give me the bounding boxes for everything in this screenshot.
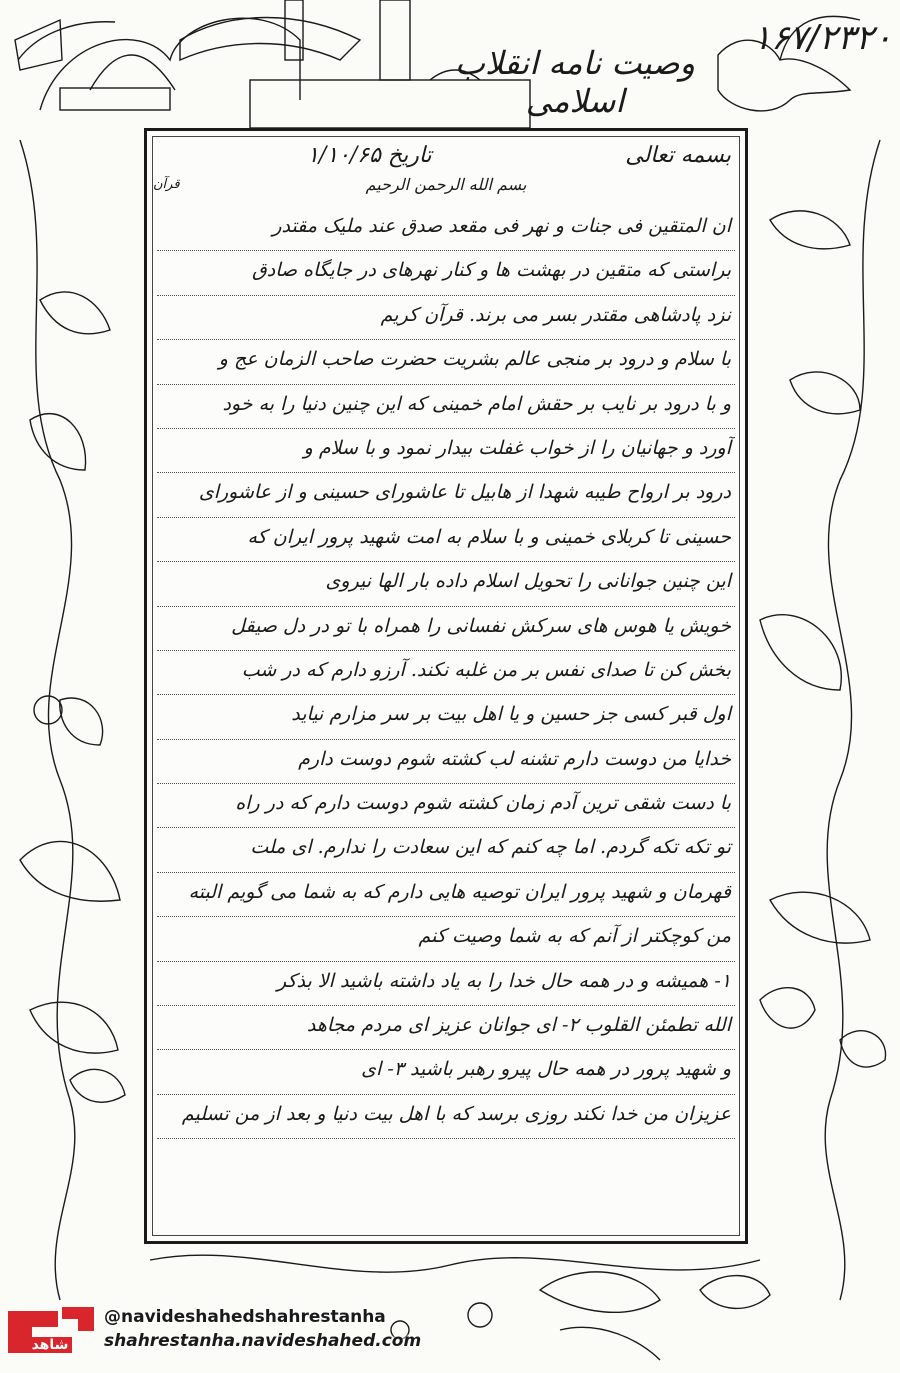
letter-date: تاریخ ۱/۱۰/۶۵: [307, 143, 432, 168]
quran-reference: قرآن: [153, 177, 180, 192]
text-line: بخش کن تا صدای نفس بر من غلبه نکند. آرزو دارم که در شب: [157, 651, 735, 695]
watermark-url: shahrestanha.navideshahed.com: [104, 1331, 422, 1351]
document-code: ۱۶۷/۲۳۲۰: [752, 18, 892, 58]
text-line: قهرمان و شهید پرور ایران توصیه هایی دارم که به شما می گویم البته: [157, 873, 735, 917]
text-line: اول قبر کسی جز حسین و یا اهل بیت بر سر مزارم نیاید: [157, 695, 735, 739]
text-line: حسینی تا کربلای خمینی و با سلام به امت شهید پرور ایران که: [157, 518, 735, 562]
text-line: با دست شقی ترین آدم زمان کشته شوم دوست دارم که در راه: [157, 784, 735, 828]
text-line: ۱- همیشه و در همه حال خدا را به یاد داشته باشید الا بذکر: [157, 962, 735, 1006]
text-line: درود بر ارواح طیبه شهدا از هابیل تا عاشورای حسینی و از عاشورای: [157, 473, 735, 517]
basmala: بسم الله الرحمن الرحیم: [365, 175, 527, 194]
text-line: آورد و جهانیان را از خواب غفلت بیدار نمود و با سلام و: [157, 429, 735, 473]
text-line: و شهید پرور در همه حال پیرو رهبر باشید ۳- ای: [157, 1050, 735, 1094]
text-line: و با درود بر نایب بر حقش امام خمینی که این چنین دنیا را به خود: [157, 385, 735, 429]
text-line: الله تطمئن القلوب ۲- ای جوانان عزیز ای مردم مجاهد: [157, 1006, 735, 1050]
letter-frame: [144, 128, 748, 1244]
shahed-logo: [2, 1301, 98, 1363]
document-header-title: وصیت نامه انقلاب اسلامی: [454, 44, 696, 120]
date-row: [147, 143, 745, 177]
text-line: این چنین جوانانی را تحویل اسلام داده بار الها نیروی: [157, 562, 735, 606]
text-line: تو تکه تکه گردم. اما چه کنم که این سعادت را ندارم. ای ملت: [157, 828, 735, 872]
text-line: خدایا من دوست دارم تشنه لب کشته شوم دوست دارم: [157, 740, 735, 784]
watermark: [0, 1301, 422, 1363]
text-line: عزیزان من خدا نکند روزی برسد که با اهل بیت دنیا و بعد از من تسلیم: [157, 1095, 735, 1139]
text-line: من کوچکتر از آنم که به شما وصیت کنم: [157, 917, 735, 961]
invocation: بسمه تعالی: [625, 143, 731, 168]
text-line: خویش یا هوس های سرکش نفسانی را همراه با تو در دل صیقل: [157, 607, 735, 651]
handwritten-text: [157, 207, 735, 1139]
text-line: با سلام و درود بر منجی عالم بشریت حضرت صاحب الزمان عج و: [157, 340, 735, 384]
watermark-handle: @navideshahedshahrestanha: [104, 1307, 386, 1327]
text-line: ان المتقین فی جنات و نهر فی مقعد صدق عند ملیک مقتدر: [157, 207, 735, 251]
text-line: براستی که متقین در بهشت ها و کنار نهرهای در جایگاه صادق: [157, 251, 735, 295]
logo-text: شاهد: [31, 1337, 69, 1353]
text-line: نزد پادشاهی مقتدر بسر می برند. قرآن کریم: [157, 296, 735, 340]
